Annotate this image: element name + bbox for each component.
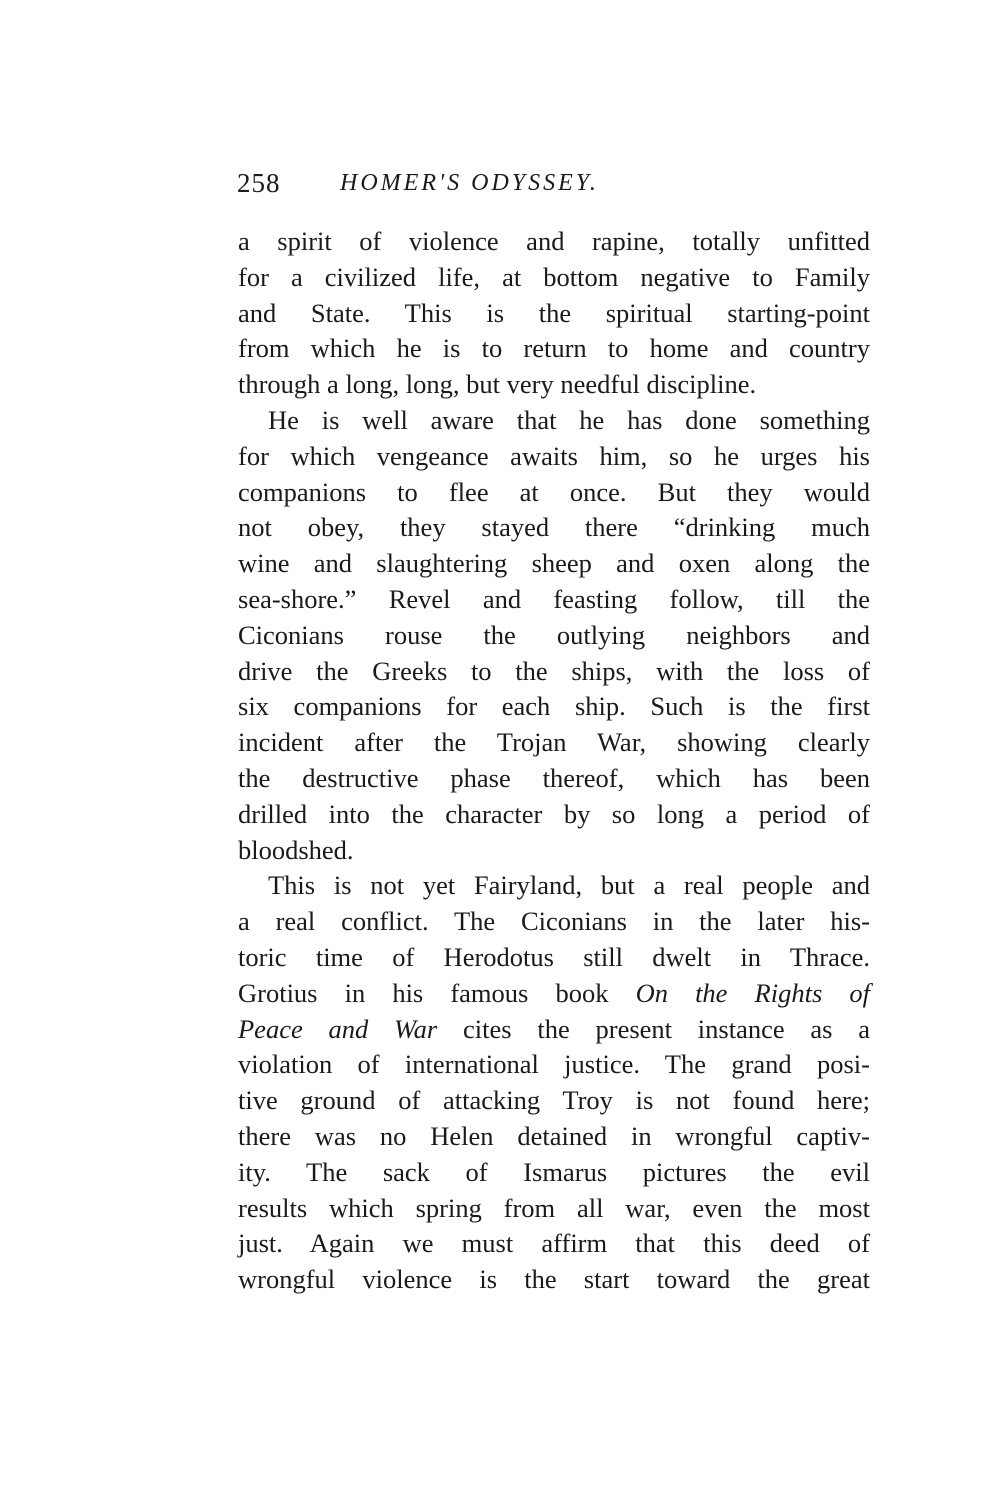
text-line [238,331,870,367]
text-line [238,546,870,582]
text-segment: He is well aware that he has done something [268,404,870,435]
text-line [238,367,870,403]
text-line [238,976,870,1012]
text-segment: Ciconians rouse the outlying neighbors and [238,619,870,650]
text-segment: there was no Helen detained in wrongful captiv- [238,1120,870,1151]
text-line [238,833,870,869]
text-segment: six companions for each ship. Such is the first [238,691,870,722]
text-segment: just. Again we must affirm that this deed of [238,1228,870,1259]
text-segment: a spirit of violence and rapine, totally unfitted [238,226,870,256]
text-segment: ity. The sack of Ismarus pictures the evil [238,1156,870,1187]
text-segment: through a long, long, but very needful discipline. [238,369,757,400]
text-segment: not obey, they stayed there “drinking much [238,512,870,543]
text-line [238,1083,870,1119]
text-segment: drilled into the character by so long a period of [238,798,870,829]
text-line [238,1012,870,1048]
text-line [238,904,870,940]
text-line [238,1226,870,1262]
page-number: 258 [237,168,281,198]
text-line [238,940,870,976]
body-text [238,224,870,1298]
text-line [238,582,870,618]
text-line [238,439,870,475]
italic-text-segment: Peace and War [238,1013,438,1044]
text-line [238,510,870,546]
text-line [238,868,870,904]
text-segment: companions to flee at once. But they would [238,476,870,507]
text-segment: from which he is to return to home and country [238,333,870,364]
text-line [238,260,870,296]
text-segment: sea-shore.” Revel and feasting follow, till the [238,583,870,614]
text-segment: This is not yet Fairyland, but a real people and [268,870,870,901]
running-head: HOMER'S ODYSSEY. [340,170,599,196]
text-segment: Grotius in his famous book [238,977,636,1008]
text-line [238,689,870,725]
text-line [238,296,870,332]
text-segment: cites the present instance as a [437,1013,870,1044]
text-line [238,1191,870,1227]
text-segment: and State. This is the spiritual starting-point [238,297,870,328]
text-segment: tive ground of attacking Troy is not found here; [238,1085,870,1116]
text-line [238,761,870,797]
text-line [238,654,870,690]
italic-text-segment: On the Rights of [635,977,870,1008]
page-header [237,168,869,204]
text-line [238,618,870,654]
text-segment: wrongful violence is the start toward the great [238,1264,870,1295]
text-segment: toric time of Herodotus still dwelt in Thrace. [238,941,870,972]
text-line [238,1047,870,1083]
text-segment: drive the Greeks to the ships, with the loss of [238,655,870,686]
text-segment: wine and slaughtering sheep and oxen along the [238,548,870,579]
text-segment: for which vengeance awaits him, so he urges his [238,440,870,471]
text-segment: a real conflict. The Ciconians in the later his- [238,906,870,937]
text-line [238,1119,870,1155]
text-line [238,797,870,833]
text-segment: bloodshed. [238,834,354,865]
text-segment: for a civilized life, at bottom negative to Family [238,261,870,292]
text-segment: violation of international justice. The grand posi- [238,1049,870,1080]
text-line [238,224,870,260]
text-line [238,1155,870,1191]
text-segment: the destructive phase thereof, which has been [238,762,870,793]
text-line [238,1262,870,1298]
text-line [238,475,870,511]
text-segment: results which spring from all war, even the most [238,1192,870,1223]
text-line [238,403,870,439]
text-segment: incident after the Trojan War, showing clearly [238,727,870,758]
text-line [238,725,870,761]
